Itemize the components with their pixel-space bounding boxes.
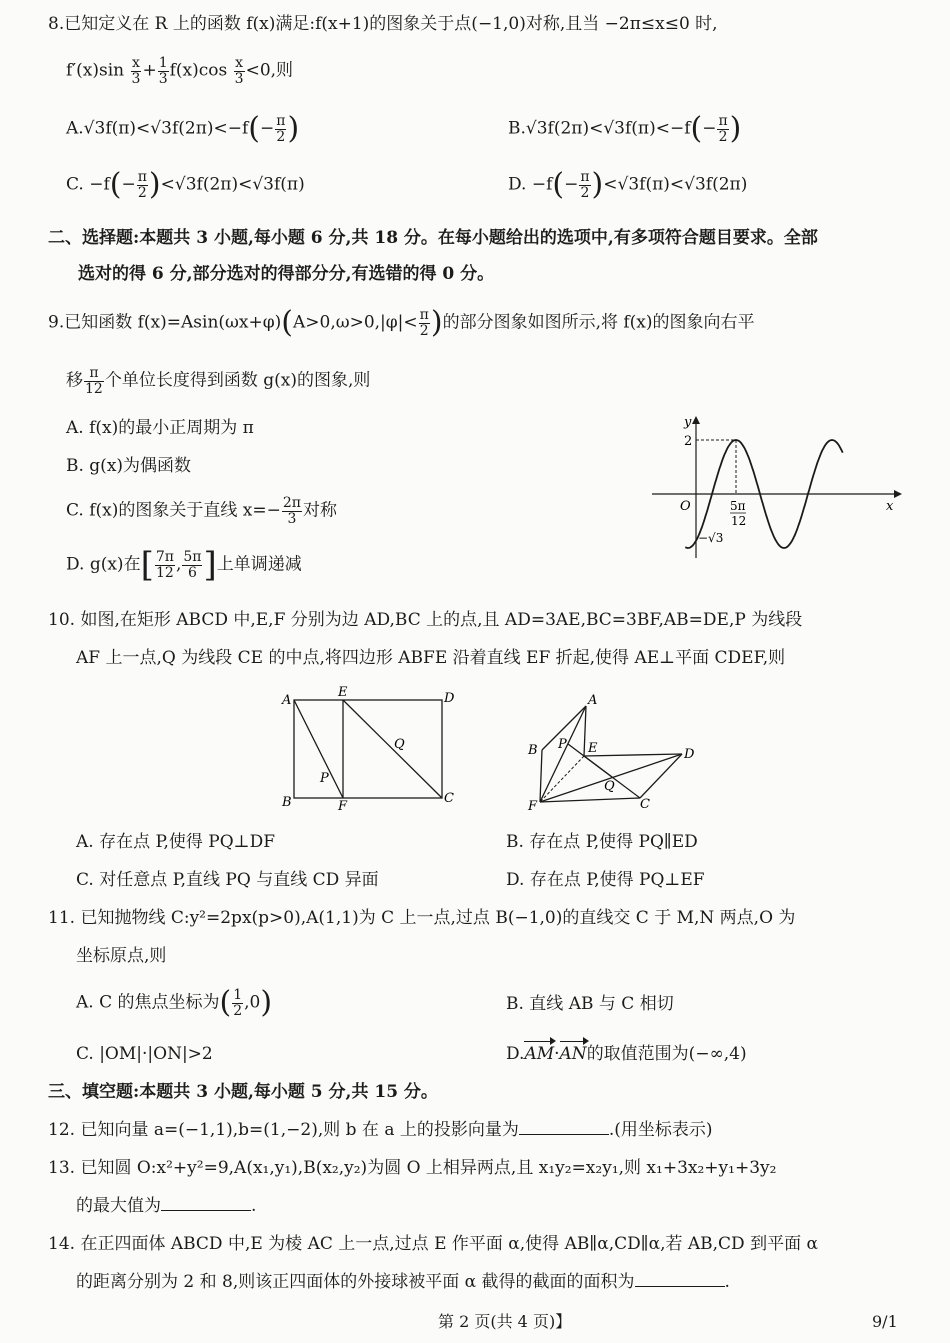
fold-fc (540, 798, 640, 802)
q10-folded-figure (522, 692, 712, 816)
q10-option-a: A. 存在点 P,使得 PQ⊥DF (76, 832, 276, 852)
q8-stem-line2: f′(x)sin $\frac{x}{3}$ + $\frac{1}{3}$ f(x)cos $\frac{x}{3}$ <0,则 (66, 55, 294, 87)
label-q: Q (394, 737, 405, 752)
q11-option-c: C. |OM|·|ON|>2 (76, 1044, 213, 1064)
fold-ed (584, 754, 682, 756)
q9-stem-line2: 移 $\frac{\pi}{12}$ 个单位长度得到函数 g(x)的图象,则 (66, 365, 371, 397)
q11-option-b: B. 直线 AB 与 C 相切 (506, 994, 674, 1014)
q10-option-d: D. 存在点 P,使得 PQ⊥EF (506, 870, 705, 890)
q13-line1: 13. 已知圆 O:x²+y²=9,A(x₁,y₁),B(x₂,y₂)为圆 O 上相异两点,且 x₁y₂=x₂y₁,则 x₁+3x₂+y₁+3y₂ (48, 1158, 777, 1178)
q9-sine-graph (648, 412, 908, 562)
q12-answer-blank[interactable] (519, 1120, 609, 1135)
label-d-folded: D (684, 747, 695, 762)
label-d: D (444, 691, 455, 706)
q14-line2: 的距离分别为 2 和 8,则该正四面体的外接球被平面 α 截得的截面的面积为 . (76, 1272, 730, 1292)
q13-line2: 的最大值为 . (76, 1196, 257, 1216)
q9-option-a: A. f(x)的最小正周期为 π (66, 418, 254, 438)
q8-option-d: D. −f(− $\frac{\pi}{2}$ )<√3f(π)<√3f(2π) (508, 167, 748, 203)
section3-heading: 三、填空题:本题共 3 小题,每小题 5 分,共 15 分。 (48, 1082, 438, 1102)
section2-heading: 二、选择题:本题共 3 小题,每小题 6 分,共 18 分。在每小题给出的选项中,有多项符合题目要求。全部 (48, 228, 818, 248)
label-b-folded: B (528, 743, 538, 758)
q10-option-c: C. 对任意点 P,直线 PQ 与直线 CD 异面 (76, 870, 379, 890)
fold-ae (584, 706, 586, 756)
vector-an: AN (559, 1044, 587, 1064)
max-label: 2 (684, 434, 693, 449)
y-axis-arrow (692, 416, 700, 424)
x-axis-arrow (894, 490, 902, 498)
q14-answer-blank[interactable] (635, 1272, 725, 1287)
segment-ec (343, 700, 442, 798)
q11-option-d: D.AM·AN的取值范围为(−∞,4) (506, 1044, 747, 1064)
fold-bf (540, 750, 542, 802)
q9-stem-line1: 9.已知函数 f(x)=Asin(ωx+φ)(A>0,ω>0,|φ|< $\frac{\pi}{2}$ )的部分图象如图所示,将 f(x)的图象向右平 (48, 305, 755, 341)
label-b: B (282, 795, 292, 810)
rectangle-abcd (294, 700, 442, 798)
q8-option-b: B.√3f(2π)<√3f(π)<−f(− $\frac{\pi}{2}$ ) (508, 111, 742, 147)
vector-am: AM (524, 1044, 555, 1064)
q14-line1: 14. 在正四面体 ABCD 中,E 为棱 AC 上一点,过点 E 作平面 α,使得 AB∥α,CD∥α,若 AB,CD 到平面 α (48, 1234, 818, 1254)
q10-stem-line1: 10. 如图,在矩形 ABCD 中,E,F 分别为边 AD,BC 上的点,且 AD=3AE,BC=3BF,AB=DE,P 为线段 (48, 610, 803, 630)
q11-stem-line2: 坐标原点,则 (76, 946, 167, 966)
segment-af (294, 700, 343, 798)
x-axis-label: x (886, 499, 894, 514)
q11-option-a: A. C 的焦点坐标为( $\frac{1}{2}$ ,0) (76, 985, 273, 1021)
fold-fd (540, 754, 682, 802)
label-f: F (338, 799, 348, 812)
y-axis-label: y (684, 415, 692, 430)
q10-option-b: B. 存在点 P,使得 PQ∥ED (506, 832, 698, 852)
label-p-folded: P (558, 737, 567, 752)
label-e-folded: E (588, 741, 598, 756)
q8-option-c: C. −f(− $\frac{\pi}{2}$ )<√3f(2π)<√3f(π) (66, 167, 305, 203)
q12-line: 12. 已知向量 a=(−1,1),b=(1,−2),则 b 在 a 上的投影向量为 .(用坐标表示) (48, 1120, 713, 1140)
min-label: −√3 (698, 531, 724, 545)
q8-option-a: A.√3f(π)<√3f(2π)<−f(− $\frac{\pi}{2}$ ) (66, 111, 300, 147)
label-c: C (444, 791, 454, 806)
q13-answer-blank[interactable] (161, 1196, 251, 1211)
page-number: 第 2 页(共 4 页)】 (438, 1312, 572, 1331)
q11-stem-line1: 11. 已知抛物线 C:y²=2px(p>0),A(1,1)为 C 上一点,过点 B(−1,0)的直线交 C 于 M,N 两点,O 为 (48, 908, 796, 928)
label-p: P (320, 771, 329, 786)
label-c-folded: C (640, 797, 650, 812)
label-f-folded: F (528, 799, 538, 814)
q9-option-c: C. f(x)的图象关于直线 x=− $\frac{2\pi}{3}$ 对称 (66, 495, 337, 527)
tick-numerator: 5π (730, 499, 746, 513)
q10-rectangle-figure (276, 684, 466, 812)
q9-option-d: D. g(x)在[ $\frac{7\pi}{12}$ , $\frac{5\pi}{6}$ ]上单调递减 (66, 545, 302, 585)
origin-label: O (680, 499, 691, 514)
label-q-folded: Q (604, 779, 615, 794)
label-a-folded: A (588, 693, 598, 708)
fold-af (540, 706, 586, 802)
q9-option-b: B. g(x)为偶函数 (66, 456, 192, 476)
q8-stem-line1: 8.已知定义在 R 上的函数 f(x)满足:f(x+1)的图象关于点(−1,0)对称,且当 −2π≤x≤0 时, (48, 14, 718, 34)
corner-code: 9/1 (872, 1312, 898, 1331)
label-e: E (338, 685, 348, 700)
section2-heading-cont: 选对的得 6 分,部分选对的得部分分,有选错的得 0 分。 (78, 264, 495, 284)
q10-stem-line2: AF 上一点,Q 为线段 CE 的中点,将四边形 ABFE 沿着直线 EF 折起,使得 AE⊥平面 CDEF,则 (76, 648, 786, 668)
label-a: A (282, 693, 292, 708)
tick-denominator: 12 (731, 514, 747, 528)
